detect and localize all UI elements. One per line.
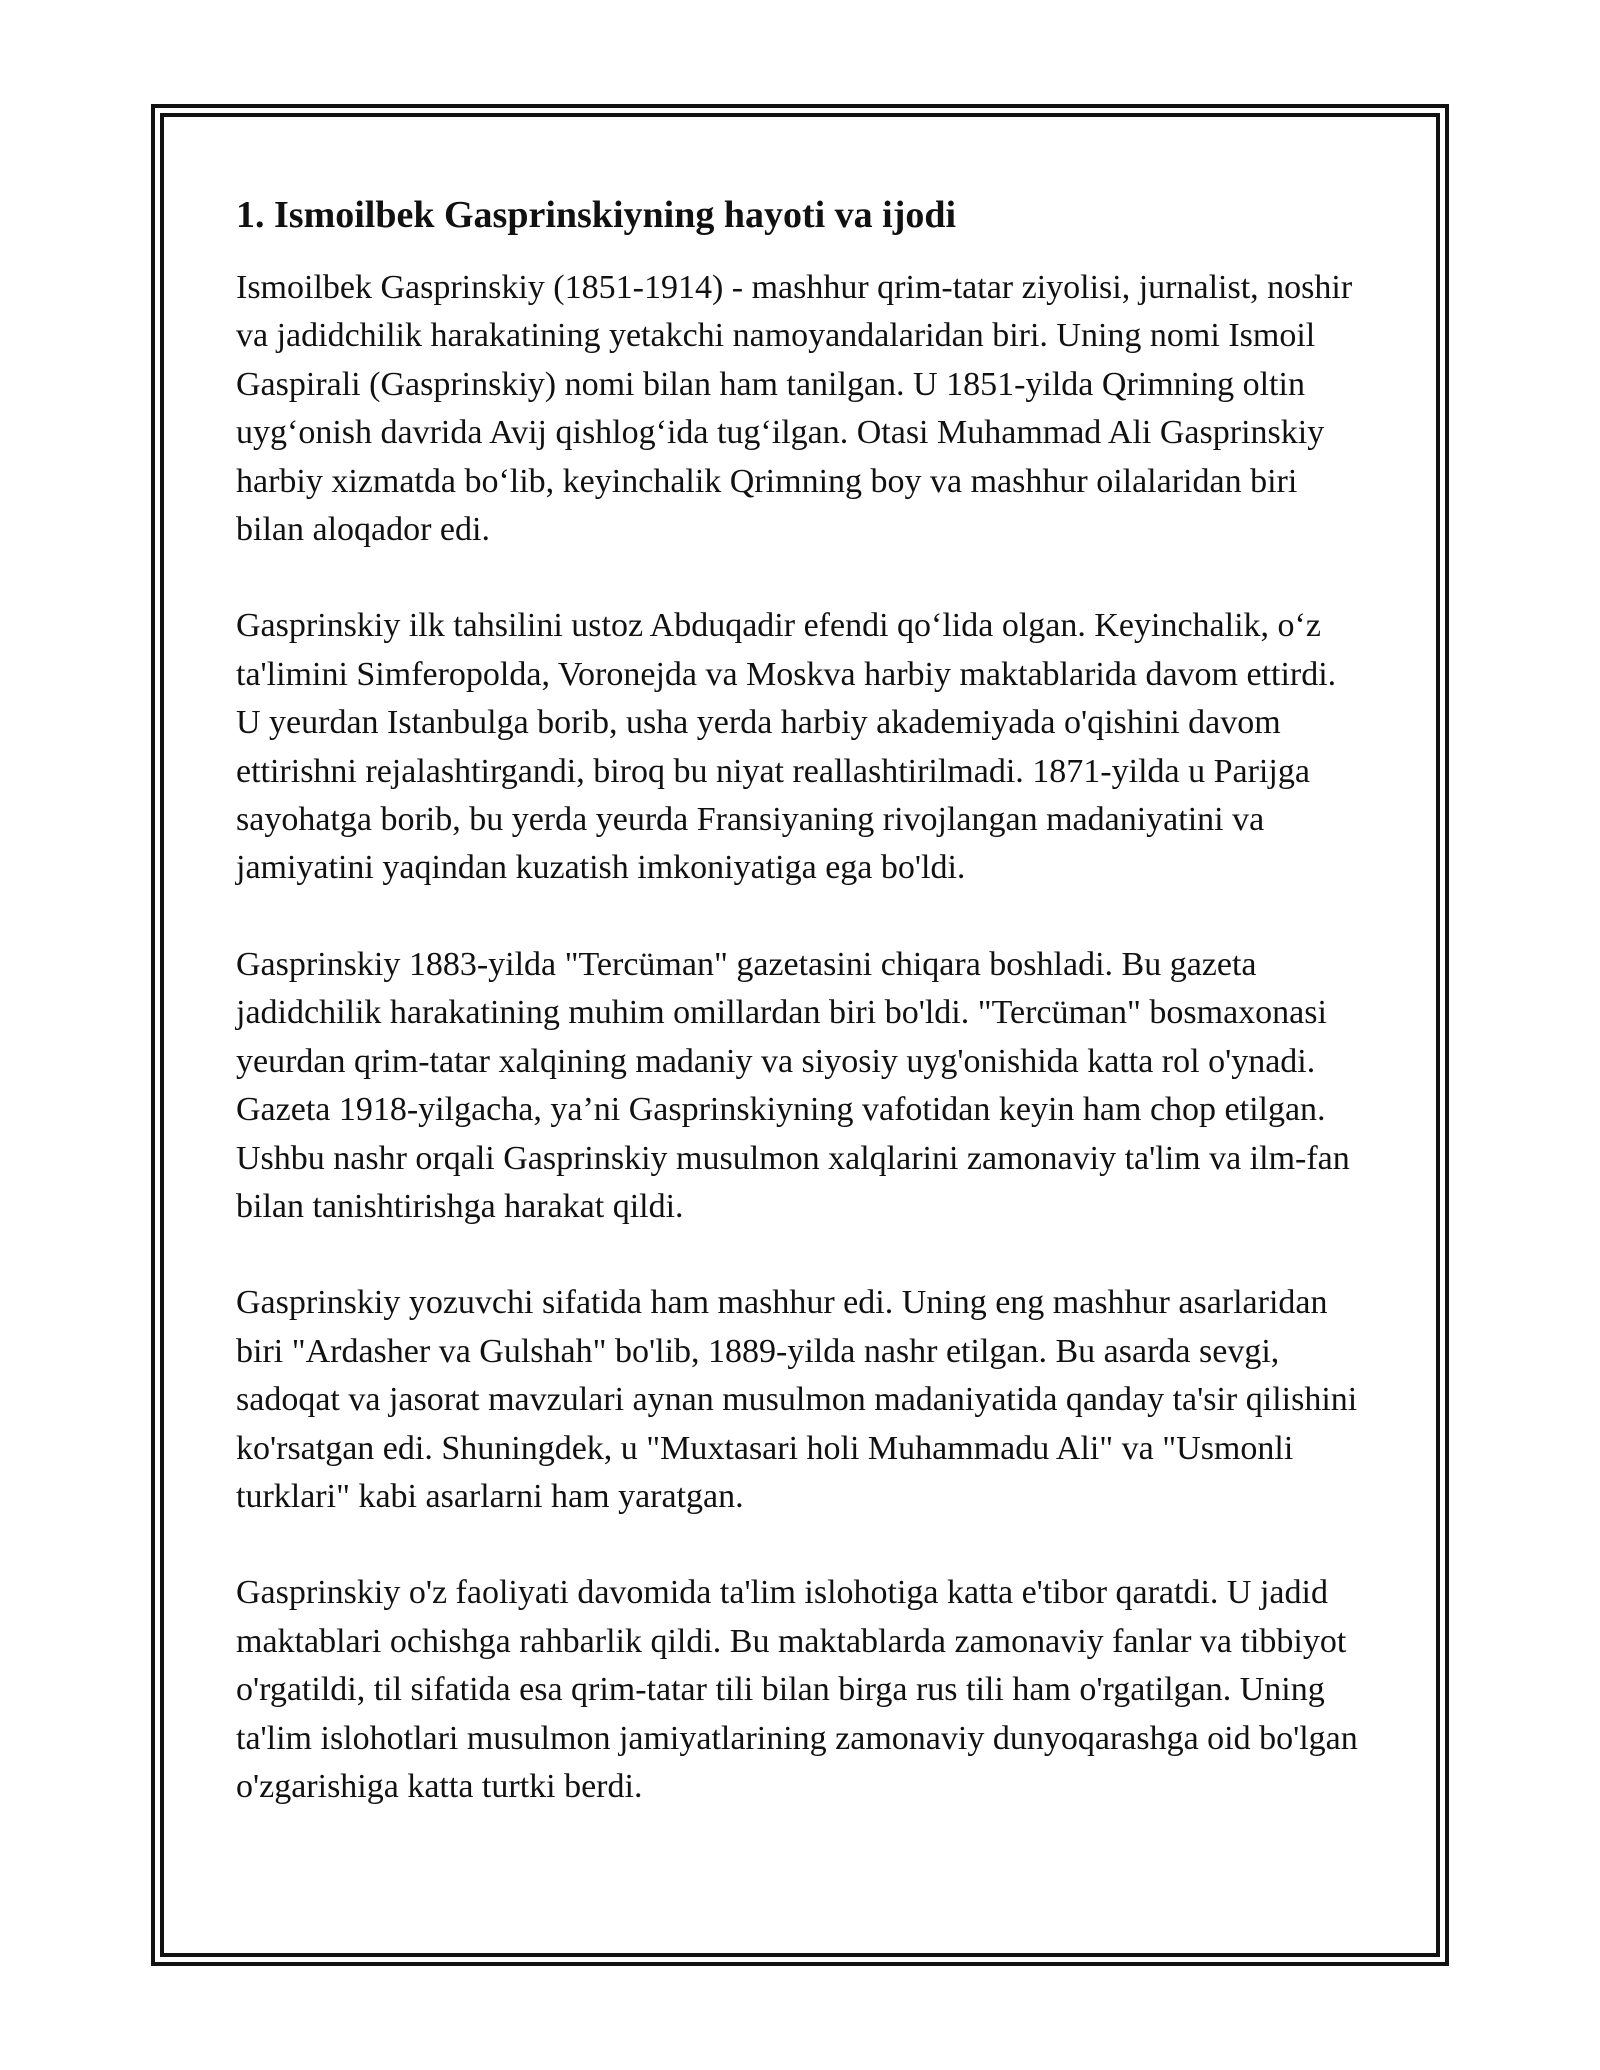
paragraph-biography: Ismoilbek Gasprinskiy (1851-1914) - mashhur qrim-tatar ziyolisi, jurnalist, noshir va jadidchilik harakatining yetakchi namoyandalaridan biri. Uning nomi Ismoil Gaspirali (Gasprinskiy) nomi bilan ham tanilgan. U 1851-yilda Qrimning oltin uyg‘onish davrida Avij qishlog‘ida tug‘ilgan. Otasi Muhammad Ali Gasprinskiy harbiy xizmatda bo‘lib, keyinchalik Qrimning boy va mashhur oilalaridan biri bilan aloqador edi. xyxy=(236,269,1353,549)
paragraph-education-reform: Gasprinskiy o'z faoliyati davomida ta'lim islohotiga katta e'tibor qaratdi. U jadid maktablari ochishga rahbarlik qildi. Bu maktablarda zamonaviy fanlar va tibbiyot o'rgatildi, til sifatida esa qrim-tatar tili bilan birga rus tili ham o'rgatilgan. Uning ta'lim islohotlari musulmon jamiyatlarining zamonaviy dunyoqarashga oid bo'lgan o'zgarishiga katta turtki berdi. xyxy=(236,1574,1358,1805)
paragraph-education: Gasprinskiy ilk tahsilini ustoz Abduqadir efendi qo‘lida olgan. Keyinchalik, o‘z ta'limini Simferopolda, Voronejda va Moskva harbiy maktablarida davom ettirdi. U yeurdan Istanbulga borib, usha yerda harbiy akademiyada o'qishini davom ettirishni rejalashtirgandi, biroq bu niyat reallashtirilmadi. 1871-yilda u Parijga sayohatga borib, bu yerda yeurda Fransiyaning rivojlangan madaniyatini va jamiyatini yaqindan kuzatish imkoniyatiga ega bo'ldi. xyxy=(236,607,1337,887)
document-title: 1. Ismoilbek Gasprinskiyning hayoti va ijodi xyxy=(236,194,957,236)
paragraph-writings: Gasprinskiy yozuvchi sifatida ham mashhur edi. Uning eng mashhur asarlaridan biri "Ardasher va Gulshah" bo'lib, 1889-yilda nashr etilgan. Bu asarda sevgi, sadoqat va jasorat mavzulari aynan musulmon madaniyatida qanday ta'sir qilishini ko'rsatgan edi. Shuningdek, u "Muxtasari holi Muhammadu Ali" va "Usmonli turklari" kabi asarlarni ham yaratgan. xyxy=(236,1284,1358,1515)
document-body xyxy=(236,186,1366,1811)
paragraph-tercuman: Gasprinskiy 1883-yilda "Tercüman" gazetasini chiqara boshladi. Bu gazeta jadidchilik harakatining muhim omillardan biri bo'ldi. "Tercüman" bosmaxonasi yeurdan qrim-tatar xalqining madaniy va siyosiy uyg'onishida katta rol o'ynadi. Gazeta 1918-yilgacha, ya’ni Gasprinskiyning vafotidan keyin ham chop etilgan. Ushbu nashr orqali Gasprinskiy musulmon xalqlarini zamonaviy ta'lim va ilm-fan bilan tanishtirishga harakat qildi. xyxy=(236,945,1350,1225)
